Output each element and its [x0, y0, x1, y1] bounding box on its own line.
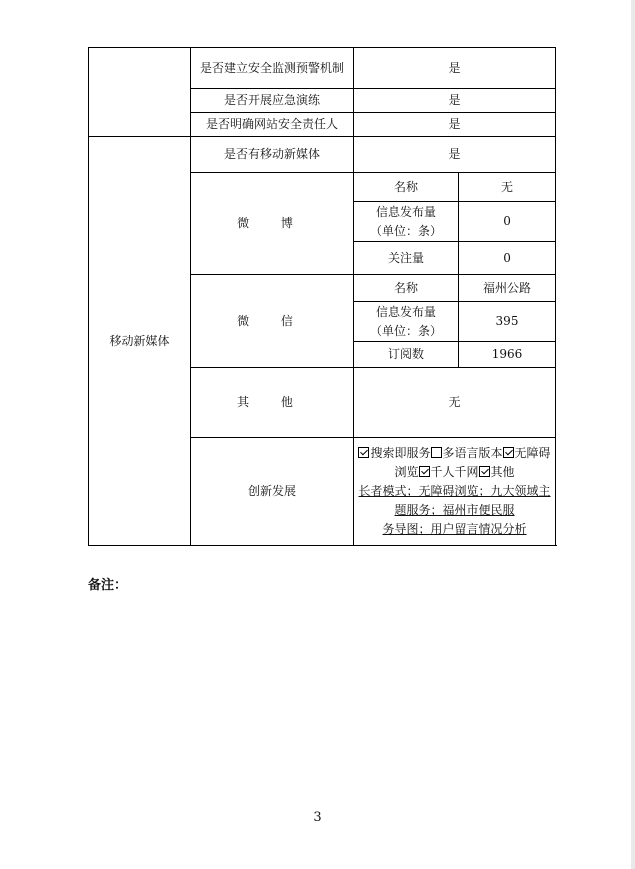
- other-label: 其 他: [191, 368, 354, 438]
- table-row: [89, 48, 556, 89]
- row-label: 是否建立安全监测预警机制: [191, 48, 354, 89]
- table-row: [89, 137, 556, 173]
- innovation-section-label: 创新发展: [191, 438, 354, 546]
- checkbox-search-service[interactable]: [358, 447, 369, 458]
- wechat-posts-label-line-1: 信息发布量: [375, 304, 436, 319]
- checkbox-accessibility[interactable]: [503, 447, 514, 458]
- option-label: 其他: [490, 465, 515, 479]
- weibo-posts-label-line-1: 信息发布量: [375, 204, 436, 219]
- page-number: 3: [313, 810, 322, 825]
- page-edge: [631, 0, 635, 869]
- wechat-name-label: 名称: [354, 275, 459, 302]
- row-value: 是: [354, 89, 556, 113]
- wechat-label: 微 信: [191, 275, 354, 368]
- mobile-media-section-label: 移动新媒体: [89, 137, 191, 546]
- weibo-label: 微 博: [191, 173, 354, 275]
- row-label: 是否开展应急演练: [191, 89, 354, 113]
- option-label: 搜索即服务: [370, 446, 431, 460]
- innovation-content: [354, 438, 556, 546]
- option-label: 多语言版本: [442, 446, 503, 460]
- row-label: 是否有移动新媒体: [191, 137, 354, 173]
- row-value: 是: [354, 48, 556, 89]
- security-section-cell: [89, 48, 191, 137]
- wechat-subs-label: 订阅数: [354, 342, 459, 368]
- report-table: [88, 47, 556, 546]
- checkbox-multilingual[interactable]: [431, 447, 442, 458]
- weibo-name-value: 无: [459, 173, 556, 202]
- row-value: 是: [354, 137, 556, 173]
- row-label: 是否明确网站安全责任人: [191, 113, 354, 137]
- wechat-posts-value: 395: [459, 302, 556, 342]
- weibo-posts-label: [354, 202, 459, 242]
- weibo-posts-label-line-2: （单位：条）: [369, 223, 442, 238]
- wechat-posts-label: [354, 302, 459, 342]
- other-value: 无: [354, 368, 556, 438]
- wechat-subs-value: 1966: [459, 342, 556, 368]
- notes-label: 备注：: [88, 578, 128, 593]
- checkbox-personalized[interactable]: [419, 466, 430, 477]
- option-label: 无障碍浏览: [394, 446, 551, 479]
- checkbox-other[interactable]: [479, 466, 490, 477]
- innovation-options: [358, 444, 551, 482]
- weibo-followers-value: 0: [459, 242, 556, 275]
- innovation-other-line-2: 务导图；用户留言情况分析: [382, 522, 527, 536]
- innovation-other-line-1: 长者模式；无障碍浏览；九大领域主题服务；福州市便民服: [358, 484, 551, 517]
- row-value: 是: [354, 113, 556, 137]
- weibo-name-label: 名称: [354, 173, 459, 202]
- wechat-posts-label-line-2: （单位：条）: [369, 323, 442, 338]
- option-label: 千人千网: [430, 465, 479, 479]
- weibo-posts-value: 0: [459, 202, 556, 242]
- weibo-followers-label: 关注量: [354, 242, 459, 275]
- wechat-name-value: 福州公路: [459, 275, 556, 302]
